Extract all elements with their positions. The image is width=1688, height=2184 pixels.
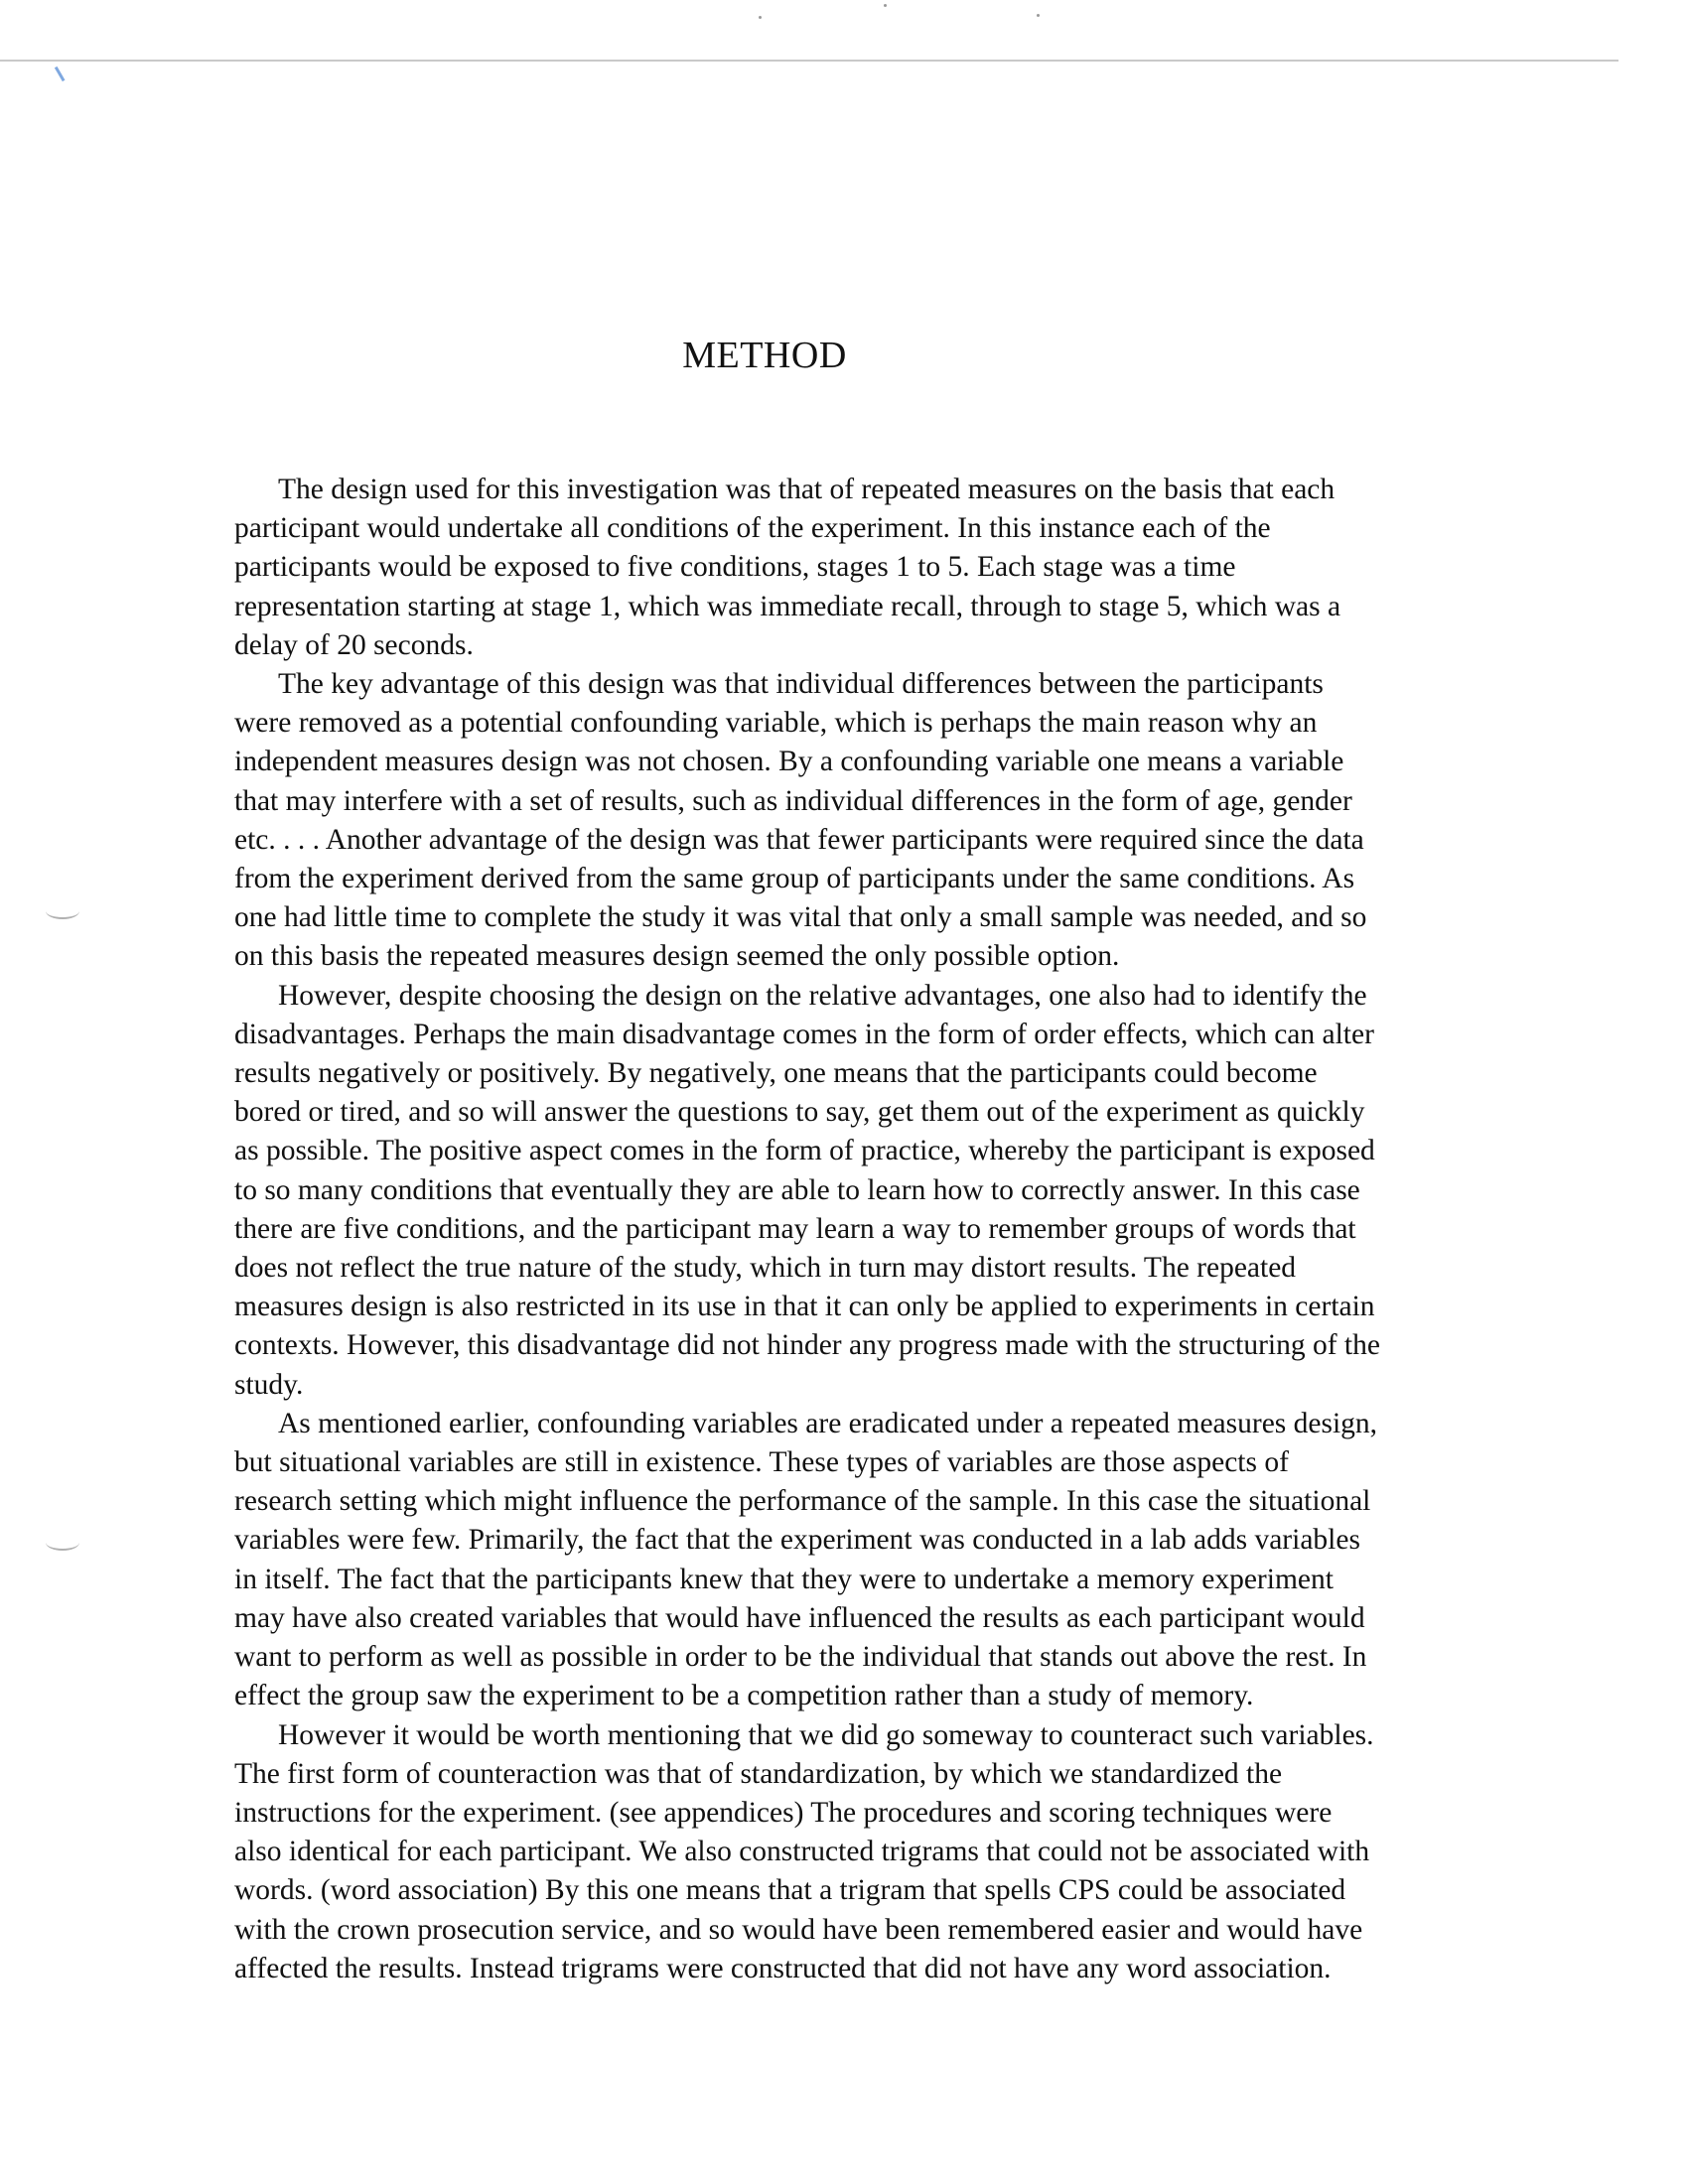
paragraph: As mentioned earlier, confounding variables are eradicated under a repeated measures design, but situational variables are still in existence. These types of variables are those aspects of research setting which might influence the performance of the sample. In this case the situational variables were few. Primarily, the fact that the experiment was conducted in a lab adds variables in itself. The fact that the participants knew that they were to undertake a memory experiment may have also created variables that would have influenced the results as each participant would want to perform as well as possible in order to be the individual that stands out above the rest. In effect the group saw the experiment to be a competition rather than a study of memory. xyxy=(234,1407,1378,1712)
punch-hole-mark xyxy=(46,1535,79,1551)
scan-artifact-mark xyxy=(55,62,73,81)
page-title: METHOD xyxy=(682,335,847,376)
paragraph: The design used for this investigation was that of repeated measures on the basis that each participant would undertake all conditions of the experiment. In this instance each of the participants would be exposed to five conditions, stages 1 to 5. Each stage was a time representation starting at stage 1, which was immediate recall, through to stage 5, which was a delay of 20 seconds. xyxy=(234,474,1341,661)
document-body xyxy=(234,471,1386,1988)
scan-speck xyxy=(1037,14,1040,17)
scan-top-rule xyxy=(0,60,1618,62)
scan-speck xyxy=(759,16,762,19)
paragraph: However, despite choosing the design on the relative advantages, one also had to identify the disadvantages. Perhaps the main disadvantage comes in the form of order effects, which can alter results negatively or positively. By negatively, one means that the participants could become bored or tired, and so will answer the questions to say, get them out of the experiment as quickly as possible. The positive aspect comes in the form of practice, whereby the participant is exposed to so many conditions that eventually they are able to learn how to correctly answer. In this case there are five conditions, and the participant may learn a way to remember groups of words that does not reflect the true nature of the study, which in turn may distort results. The repeated measures design is also restricted in its use in that it can only be applied to experiments in certain contexts. However, this disadvantage did not hinder any progress made with the structuring of the study. xyxy=(234,979,1380,1401)
punch-hole-mark xyxy=(46,903,79,919)
paragraph: The key advantage of this design was that individual differences between the participants were removed as a potential confounding variable, which is perhaps the main reason why an independent measures design was not chosen. By a confounding variable one means a variable that may interfere with a set of results, such as individual differences in the form of age, gender etc. . . . Another advantage of the design was that fewer participants were required since the data from the experiment derived from the same group of participants under the same conditions. As one had little time to complete the study it was vital that only a small sample was needed, and so on this basis the repeated measures design seemed the only possible option. xyxy=(234,668,1367,973)
paragraph: However it would be worth mentioning that we did go someway to counteract such variables. The first form of counteraction was that of standardization, by which we standardized the instructions for the experiment. (see appendices) The procedures and scoring techniques were also identical for each participant. We also constructed trigrams that could not be associated with words. (word association) By this one means that a trigram that spells CPS could be associated with the crown prosecution service, and so would have been remembered easier and would have affected the results. Instead trigrams were constructed that did not have any word association. xyxy=(234,1718,1374,1984)
scan-speck xyxy=(884,4,887,7)
